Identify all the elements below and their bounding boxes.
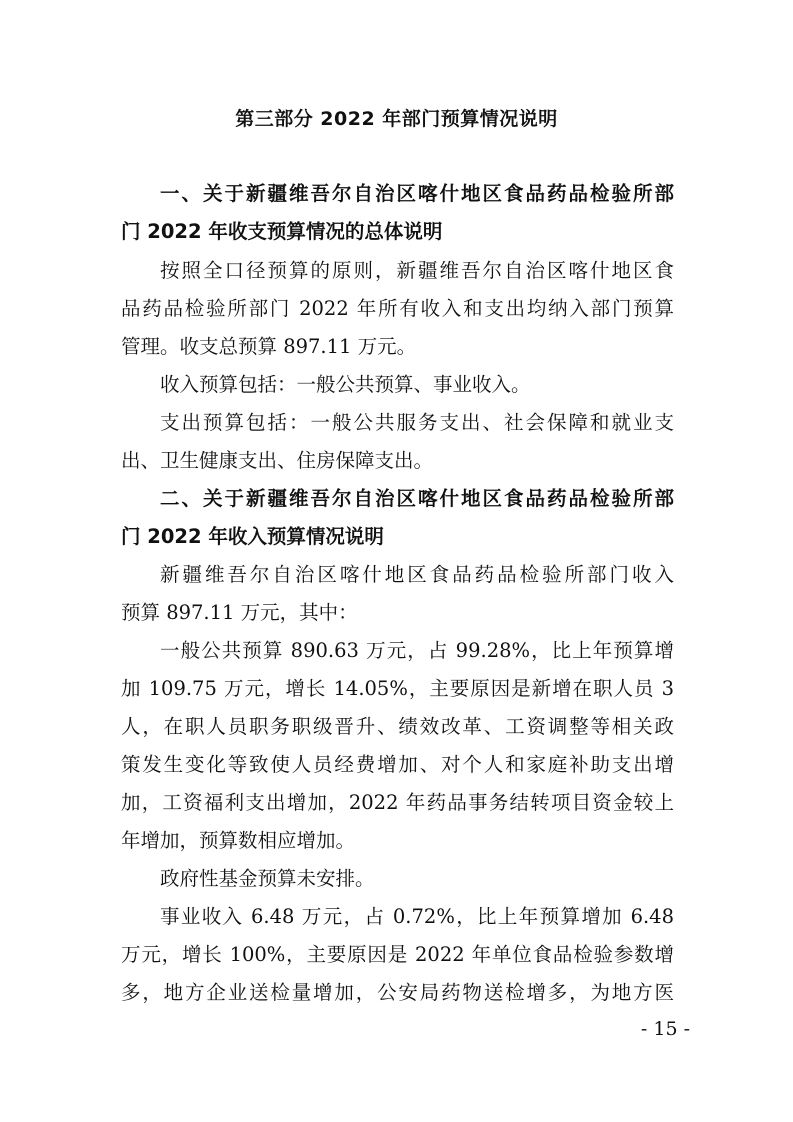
paragraph-line: 加，工资福利支出增加，2022 年药品事务结转项目资金较上 (121, 791, 674, 814)
paragraph-line: 按照全口径预算的原则，新疆维吾尔自治区喀什地区食 (160, 259, 674, 282)
paragraph-line: 一般公共预算 890.63 万元，占 99.28%，比上年预算增 (160, 639, 674, 662)
section-heading: 一、关于新疆维吾尔自治区喀什地区食品药品检验所部 (160, 182, 674, 205)
paragraph-line: 人，在职人员职务职级晋升、绩效改革、工资调整等相关政 (121, 715, 674, 738)
section-heading: 二、关于新疆维吾尔自治区喀什地区食品药品检验所部 (160, 487, 674, 510)
paragraph-line: 收入预算包括：一般公共预算、事业收入。 (160, 373, 531, 396)
section-heading: 门 2022 年收支预算情况的总体说明 (121, 220, 443, 243)
paragraph-line: 预算 897.11 万元，其中： (121, 601, 358, 624)
page-title: 第三部分 2022 年部门预算情况说明 (235, 108, 558, 130)
paragraph-line: 事业收入 6.48 万元，占 0.72%，比上年预算增加 6.48 (160, 905, 674, 928)
paragraph-line: 政府性基金预算未安排。 (160, 867, 375, 890)
paragraph-line: 策发生变化等致使人员经费增加、对个人和家庭补助支出增 (121, 753, 674, 776)
section-heading: 门 2022 年收入预算情况说明 (121, 525, 384, 548)
paragraph-line: 新疆维吾尔自治区喀什地区食品药品检验所部门收入 (160, 563, 674, 586)
paragraph-line: 品药品检验所部门 2022 年所有收入和支出均纳入部门预算 (121, 297, 674, 320)
paragraph-line: 年增加，预算数相应增加。 (121, 829, 356, 852)
paragraph-line: 支出预算包括：一般公共服务支出、社会保障和就业支 (160, 411, 674, 434)
paragraph-line: 出、卫生健康支出、住房保障支出。 (121, 449, 434, 472)
paragraph-line: 加 109.75 万元，增长 14.05%，主要原因是新增在职人员 3 (121, 677, 674, 700)
paragraph-line: 多，地方企业送检量增加，公安局药物送检增多，为地方医 (121, 981, 674, 1004)
paragraph-line: 管理。收支总预算 897.11 万元。 (121, 335, 417, 358)
paragraph-line: 万元，增长 100%，主要原因是 2022 年单位食品检验参数增 (121, 943, 674, 966)
page-number: - 15 - (640, 1018, 690, 1040)
